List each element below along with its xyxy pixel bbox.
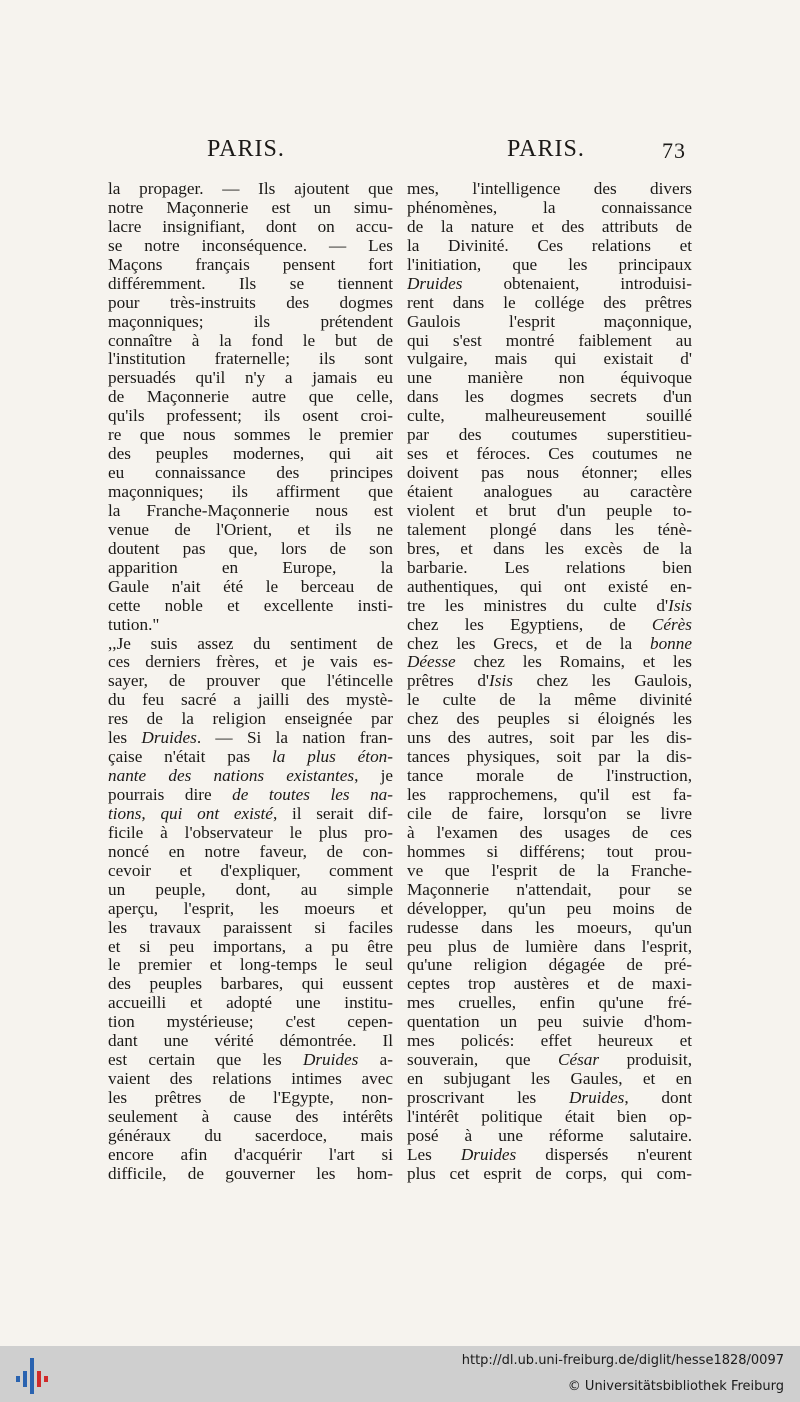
text-line: seulement à cause des intérêts bbox=[108, 1107, 393, 1126]
text-line: encore afin d'acquérir l'art si bbox=[108, 1145, 393, 1164]
text-line: nante des nations existantes, je bbox=[108, 767, 393, 786]
running-header bbox=[0, 136, 800, 170]
text-line: tre les ministres du culte d'Isis bbox=[407, 596, 692, 615]
text-line: mes policés: effet heureux et bbox=[407, 1032, 692, 1051]
text-line: généraux du sacerdoce, mais bbox=[108, 1126, 393, 1145]
text-column-left bbox=[108, 180, 393, 1184]
text-line: Gaule n'ait été le berceau de bbox=[108, 577, 393, 596]
text-line: différemment. Ils se tiennent bbox=[108, 274, 393, 293]
text-line: quentation un peu suivie d'hom- bbox=[407, 1013, 692, 1032]
text-line: hommes si différens; tout prou- bbox=[407, 842, 692, 861]
text-line: lacre insignifiant, dont on accu- bbox=[108, 217, 393, 236]
page-number: 73 bbox=[662, 138, 686, 163]
text-line: Druides obtenaient, introduisi- bbox=[407, 274, 692, 293]
text-line: notre Maçonnerie est un simu- bbox=[108, 198, 393, 217]
text-line: pourrais dire de toutes les na- bbox=[108, 786, 393, 804]
text-line: venue de l'Orient, et ils ne bbox=[108, 520, 393, 539]
text-line: difficile, de gouverner les hom- bbox=[108, 1164, 393, 1183]
text-line: sayer, de prouver que l'étincelle bbox=[108, 672, 393, 691]
text-line: ,,Je suis assez du sentiment de bbox=[108, 634, 393, 653]
header-title-right: PARIS. bbox=[507, 136, 585, 162]
header-title-left: PARIS. bbox=[207, 136, 285, 162]
text-line: vulgaire, mais qui existait d' bbox=[407, 350, 692, 369]
text-line: à l'examen des usages de ces bbox=[407, 823, 692, 842]
text-line: souverain, que César produisit, bbox=[407, 1051, 692, 1070]
text-line: peu plus de lumière dans l'esprit, bbox=[407, 937, 692, 956]
text-line: cile de faire, lorsqu'on se livre bbox=[407, 804, 692, 823]
text-line: aperçu, l'esprit, les moeurs et bbox=[108, 899, 393, 918]
text-line: des peuples barbares, qui eussent bbox=[108, 975, 393, 994]
text-line: posé à une réforme salutaire. bbox=[407, 1126, 692, 1145]
text-line: connaître à la fond le but de bbox=[108, 331, 393, 350]
text-line: rudesse dans les moeurs, qu'un bbox=[407, 918, 692, 937]
text-line: cevoir et d'expliquer, comment bbox=[108, 861, 393, 880]
text-line: dant une vérité démontrée. Il bbox=[108, 1032, 393, 1051]
copyright-text: © Universitätsbibliothek Freiburg bbox=[567, 1379, 784, 1394]
text-line: cette noble et excellente insti- bbox=[108, 596, 393, 615]
text-line: tions, qui ont existé, il serait dif- bbox=[108, 804, 393, 823]
text-line: le premier et long-temps le seul bbox=[108, 956, 393, 975]
text-line: authentiques, qui ont existé en- bbox=[407, 577, 692, 596]
text-line: barbarie. Les relations bien bbox=[407, 558, 692, 577]
text-line: est certain que les Druides a- bbox=[108, 1051, 393, 1070]
text-line: Maçonnerie n'attendait, pour se bbox=[407, 880, 692, 899]
text-line: plus cet esprit de corps, qui com- bbox=[407, 1164, 692, 1183]
text-line: se notre inconséquence. — Les bbox=[108, 236, 393, 255]
text-line: une manière non équivoque bbox=[407, 369, 692, 388]
text-line: tion mystérieuse; c'est cepen- bbox=[108, 1013, 393, 1032]
text-line: res de la religion enseignée par bbox=[108, 710, 393, 729]
text-line: de la nature et des attributs de bbox=[407, 217, 692, 236]
document-url-link[interactable]: http://dl.ub.uni-freiburg.de/diglit/hesse1828/0097 bbox=[461, 1353, 784, 1368]
text-line: phénomènes, la connaissance bbox=[407, 198, 692, 217]
text-line: qui s'est montré faiblement au bbox=[407, 331, 692, 350]
text-line: uns des autres, soit par les dis- bbox=[407, 729, 692, 748]
text-line: mes, l'intelligence des divers bbox=[407, 180, 692, 198]
viewer-footer bbox=[0, 1346, 800, 1402]
text-line: l'intérêt politique était bien op- bbox=[407, 1107, 692, 1126]
text-line: talement plongé dans les ténè- bbox=[407, 520, 692, 539]
text-line: Déesse chez les Romains, et les bbox=[407, 653, 692, 672]
text-line: eu connaissance des principes bbox=[108, 464, 393, 483]
text-line: les travaux paraissent si faciles bbox=[108, 918, 393, 937]
text-line: chez les Grecs, et de la bonne bbox=[407, 634, 692, 653]
text-line: dans les dogmes secrets d'un bbox=[407, 388, 692, 407]
text-line: l'institution fraternelle; ils sont bbox=[108, 350, 393, 369]
text-line: ses et féroces. Ces coutumes ne bbox=[407, 445, 692, 464]
text-line: noncé en notre faveur, de con- bbox=[108, 842, 393, 861]
text-line: en subjugant les Gaules, et en bbox=[407, 1070, 692, 1089]
text-column-right bbox=[407, 180, 692, 1184]
text-line: çaise n'était pas la plus éton- bbox=[108, 748, 393, 767]
text-line: mes cruelles, enfin qu'une fré- bbox=[407, 994, 692, 1013]
text-line: vaient des relations intimes avec bbox=[108, 1070, 393, 1089]
text-line: des peuples modernes, qui ait bbox=[108, 445, 393, 464]
text-line: le culte de la même divinité bbox=[407, 691, 692, 710]
text-line: et si peu importans, a pu être bbox=[108, 937, 393, 956]
text-line: un peuple, dont, au simple bbox=[108, 880, 393, 899]
text-line: développer, qu'un peu moins de bbox=[407, 899, 692, 918]
text-line: la propager. — Ils ajoutent que bbox=[108, 180, 393, 198]
text-line: re que nous sommes le premier bbox=[108, 426, 393, 445]
ub-freiburg-logo-icon bbox=[12, 1356, 52, 1396]
text-line: étaient analogues au caractère bbox=[407, 483, 692, 501]
text-line: proscrivant les Druides, dont bbox=[407, 1089, 692, 1107]
text-line: les Druides. — Si la nation fran- bbox=[108, 729, 393, 748]
text-line: pour très-instruits des dogmes bbox=[108, 293, 393, 312]
text-line: bres, et dans les excès de la bbox=[407, 539, 692, 558]
text-line: rent dans le collége des prêtres bbox=[407, 293, 692, 312]
text-line: par des coutumes superstitieu- bbox=[407, 426, 692, 445]
text-line: maçonniques; ils affirment que bbox=[108, 483, 393, 501]
text-line: ficile à l'observateur le plus pro- bbox=[108, 823, 393, 842]
text-line: culte, malheureusement souillé bbox=[407, 407, 692, 426]
text-line: Les Druides dispersés n'eurent bbox=[407, 1145, 692, 1164]
text-line: ceptes trop austères et de maxi- bbox=[407, 975, 692, 994]
text-line: ve que l'esprit de la Franche- bbox=[407, 861, 692, 880]
text-line: Gaulois l'esprit maçonnique, bbox=[407, 312, 692, 331]
text-line: tance morale de l'instruction, bbox=[407, 767, 692, 786]
text-line: violent et brut d'un peuple to- bbox=[407, 501, 692, 520]
text-line: chez les Egyptiens, de Cérès bbox=[407, 615, 692, 634]
text-line: doutent pas que, lors de son bbox=[108, 539, 393, 558]
text-line: de Maçonnerie autre que celle, bbox=[108, 388, 393, 407]
text-line: tution." bbox=[108, 615, 160, 634]
text-line: doivent pas nous étonner; elles bbox=[407, 464, 692, 483]
text-line: tances physiques, soit par la dis- bbox=[407, 748, 692, 767]
text-line: les prêtres de l'Egypte, non- bbox=[108, 1089, 393, 1107]
text-line: ces derniers frères, et je vais es- bbox=[108, 653, 393, 672]
text-line: Maçons français pensent fort bbox=[108, 255, 393, 274]
text-line: accueilli et adopté une institu- bbox=[108, 994, 393, 1013]
text-line: du feu sacré a jailli des mystè- bbox=[108, 691, 393, 710]
text-line: chez des peuples si éloignés les bbox=[407, 710, 692, 729]
text-line: apparition en Europe, la bbox=[108, 558, 393, 577]
text-line: qu'une religion dégagée de pré- bbox=[407, 956, 692, 975]
text-line: la Franche-Maçonnerie nous est bbox=[108, 501, 393, 520]
text-line: prêtres d'Isis chez les Gaulois, bbox=[407, 672, 692, 691]
text-line: l'initiation, que les principaux bbox=[407, 255, 692, 274]
text-line: qu'ils professent; ils osent croi- bbox=[108, 407, 393, 426]
text-line: les rapprochemens, qu'il est fa- bbox=[407, 786, 692, 804]
text-line: maçonniques; ils prétendent bbox=[108, 312, 393, 331]
text-line: la Divinité. Ces relations et bbox=[407, 236, 692, 255]
text-line: persuadés qu'il n'y a jamais eu bbox=[108, 369, 393, 388]
